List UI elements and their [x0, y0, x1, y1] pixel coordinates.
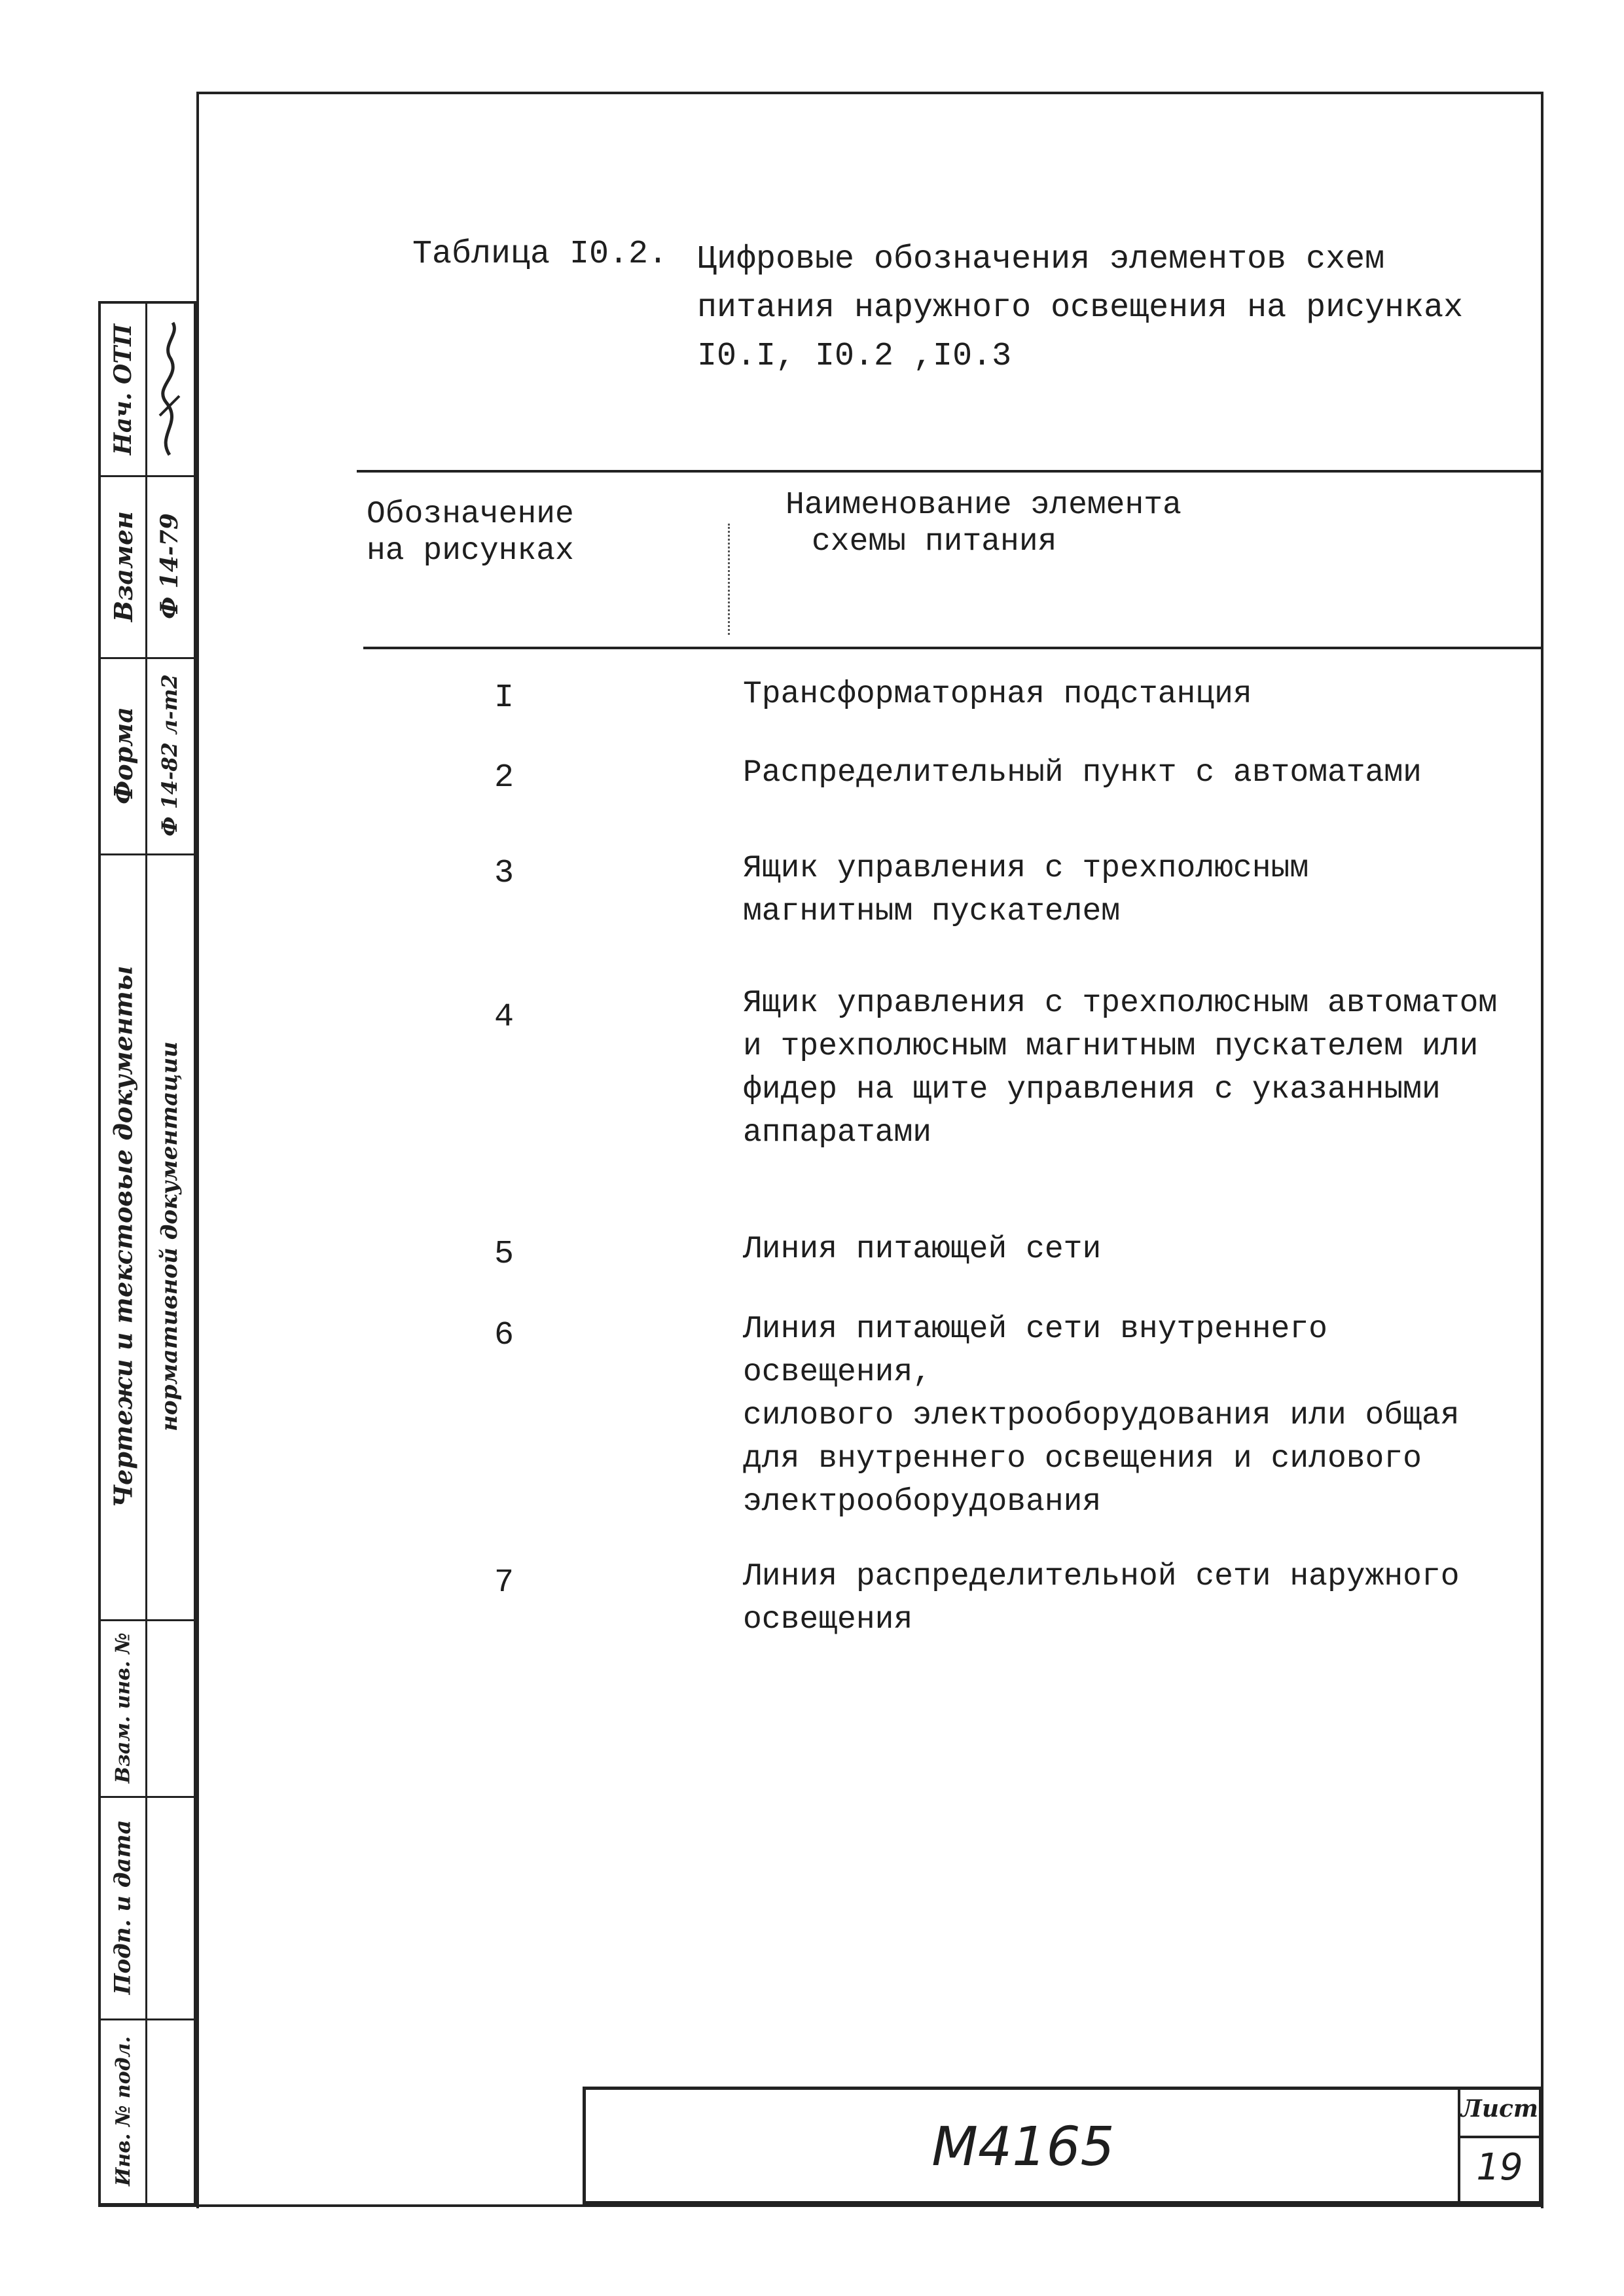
- inv-replace-cell: [101, 1619, 145, 1796]
- docs-line1-cell: [101, 853, 145, 1619]
- row-name-line: Распределительный пункт с автоматами: [743, 755, 1422, 791]
- form-value: Ф 14-82 л-т2: [157, 674, 182, 836]
- row-name-line: Ящик управления с трехполюсным автоматом: [743, 986, 1498, 1021]
- sheet-number: 19: [1476, 2146, 1523, 2189]
- replace-value: Ф 14-79: [156, 513, 184, 619]
- document-code: М4165: [931, 2116, 1115, 2178]
- row-name-line: магнитным пускателем: [743, 894, 1121, 929]
- row-name: [743, 1555, 1522, 1641]
- replace-label-cell: [101, 475, 145, 657]
- side-stamp: [98, 301, 196, 2206]
- docs-line2-cell: [145, 853, 194, 1619]
- row-name-line: для внутреннего освещения и силового: [743, 1441, 1422, 1477]
- name-header-line: схемы питания: [812, 524, 1057, 560]
- handwritten-signature-icon: [150, 317, 189, 461]
- designation-header-line: Обозначение: [367, 497, 574, 532]
- row-number: 4: [494, 999, 514, 1036]
- table-header-rule: [363, 647, 1542, 649]
- name-header-line: Наименование элемента: [785, 488, 1182, 523]
- row-number: 6: [494, 1317, 514, 1354]
- caption-title-line: питания наружного освещения на рисунках: [697, 289, 1464, 327]
- sheet-label: Лист: [1460, 2095, 1539, 2123]
- designation-header: [367, 496, 574, 569]
- row-name-line: электрооборудования: [743, 1484, 1102, 1520]
- name-header: [785, 487, 1182, 560]
- replace-label: Взамен: [108, 511, 138, 622]
- inv-replace-label: Взам. инв. №: [111, 1632, 135, 1784]
- docs-line2: нормативной документации: [156, 1041, 183, 1431]
- row-name: [743, 847, 1522, 933]
- sheet-cell: [1458, 2090, 1539, 2201]
- table-caption-label: Таблица I0.2.: [412, 236, 668, 273]
- row-number: I: [494, 679, 514, 717]
- header-column-separator: [728, 524, 730, 635]
- row-name-line: аппаратами: [743, 1115, 932, 1151]
- row-name: [743, 673, 1522, 716]
- control-label: Нач. ОТП: [109, 323, 137, 456]
- row-number: 3: [494, 855, 514, 892]
- row-name-line: Линия распределительной сети наружного: [743, 1559, 1460, 1594]
- row-name-line: Трансформаторная подстанция: [743, 677, 1252, 712]
- title-block: [583, 2087, 1542, 2204]
- inv-orig-cell: [101, 2018, 145, 2203]
- frame-bottom-line: [98, 2204, 1542, 2207]
- row-name-line: Линия питающей сети: [743, 1232, 1102, 1267]
- inv-orig-label: Инв. № подл.: [111, 2036, 135, 2186]
- control-label-cell: [101, 304, 145, 475]
- row-number: 2: [494, 759, 514, 797]
- caption-title-line: I0.I, I0.2 ,I0.3: [697, 338, 1012, 375]
- replace-value-cell: [145, 475, 194, 657]
- row-name: [743, 751, 1522, 795]
- row-number: 7: [494, 1564, 514, 1602]
- form-label: Форма: [108, 706, 138, 804]
- form-label-cell: [101, 657, 145, 853]
- row-name-line: силового электрооборудования или общая: [743, 1398, 1460, 1433]
- row-name-line: Линия питающей сети внутреннего освещения,: [743, 1312, 1327, 1390]
- docs-line1: Чертежи и текстовые документы: [108, 965, 138, 1508]
- row-name: [743, 982, 1522, 1155]
- sheet-divider: [1460, 2136, 1539, 2138]
- table-caption-title: [697, 236, 1496, 381]
- control-signature-cell: [145, 304, 194, 475]
- row-name: [743, 1228, 1522, 1271]
- caption-title-line: Цифровые обозначения элементов схем: [697, 241, 1385, 278]
- table-top-rule: [357, 470, 1542, 473]
- row-name-line: освещения: [743, 1602, 913, 1638]
- designation-header-line: на рисунках: [367, 533, 574, 569]
- row-name: [743, 1308, 1522, 1524]
- sign-date-cell: [101, 1796, 145, 2018]
- row-name-line: фидер на щите управления с указанными: [743, 1072, 1441, 1107]
- row-name-line: Ящик управления с трехполюсным: [743, 851, 1309, 886]
- form-value-cell: [145, 657, 194, 853]
- row-name-line: и трехполюсным магнитным пускателем или: [743, 1029, 1479, 1064]
- row-number: 5: [494, 1236, 514, 1273]
- sign-date-label: Подп. и дата: [110, 1820, 137, 1995]
